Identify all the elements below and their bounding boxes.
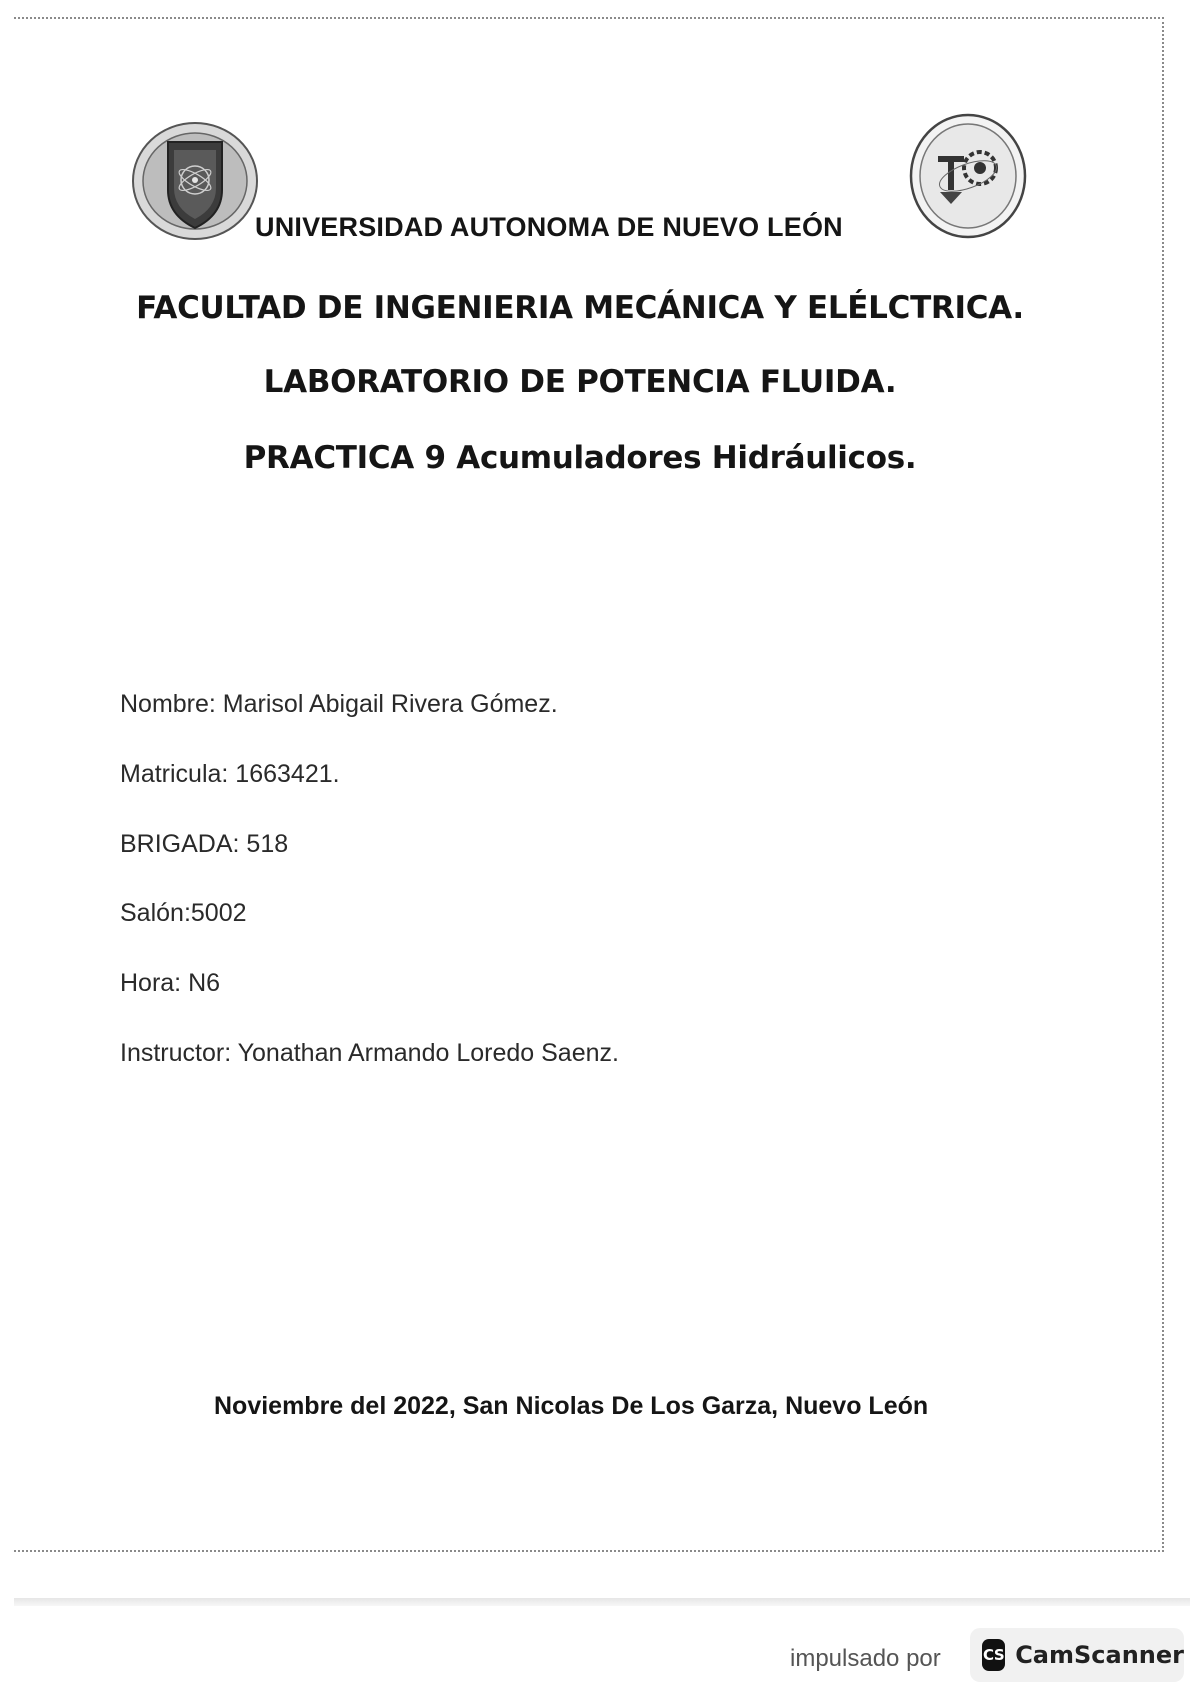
fime-seal-icon xyxy=(908,112,1028,240)
student-hora: Hora: N6 xyxy=(120,969,221,997)
student-brigada: BRIGADA: 518 xyxy=(120,830,289,858)
student-salon: Salón:5002 xyxy=(120,899,247,927)
student-name: Nombre: Marisol Abigail Rivera Gómez. xyxy=(120,690,558,718)
laboratory-title: LABORATORIO DE POTENCIA FLUIDA. xyxy=(263,364,897,400)
camscanner-brand: CamScanner xyxy=(1015,1641,1184,1669)
date-place: Noviembre del 2022, San Nicolas De Los Garza, Nuevo León xyxy=(214,1392,929,1420)
camscanner-badge xyxy=(970,1628,1184,1682)
student-matricula: Matricula: 1663421. xyxy=(120,760,340,788)
instructor-name: Instructor: Yonathan Armando Loredo Saenz. xyxy=(120,1039,619,1067)
faculty-title: FACULTAD DE INGENIERIA MECÁNICA Y ELÉLCTRICA. xyxy=(136,290,1024,326)
uanl-seal-icon xyxy=(130,120,260,242)
university-name: UNIVERSIDAD AUTONOMA DE NUEVO LEÓN xyxy=(255,212,843,242)
camscanner-icon: CS xyxy=(982,1639,1005,1671)
page-divider xyxy=(14,1598,1190,1606)
practice-title: PRACTICA 9 Acumuladores Hidráulicos. xyxy=(243,440,917,476)
powered-by-label: impulsado por xyxy=(790,1645,941,1672)
